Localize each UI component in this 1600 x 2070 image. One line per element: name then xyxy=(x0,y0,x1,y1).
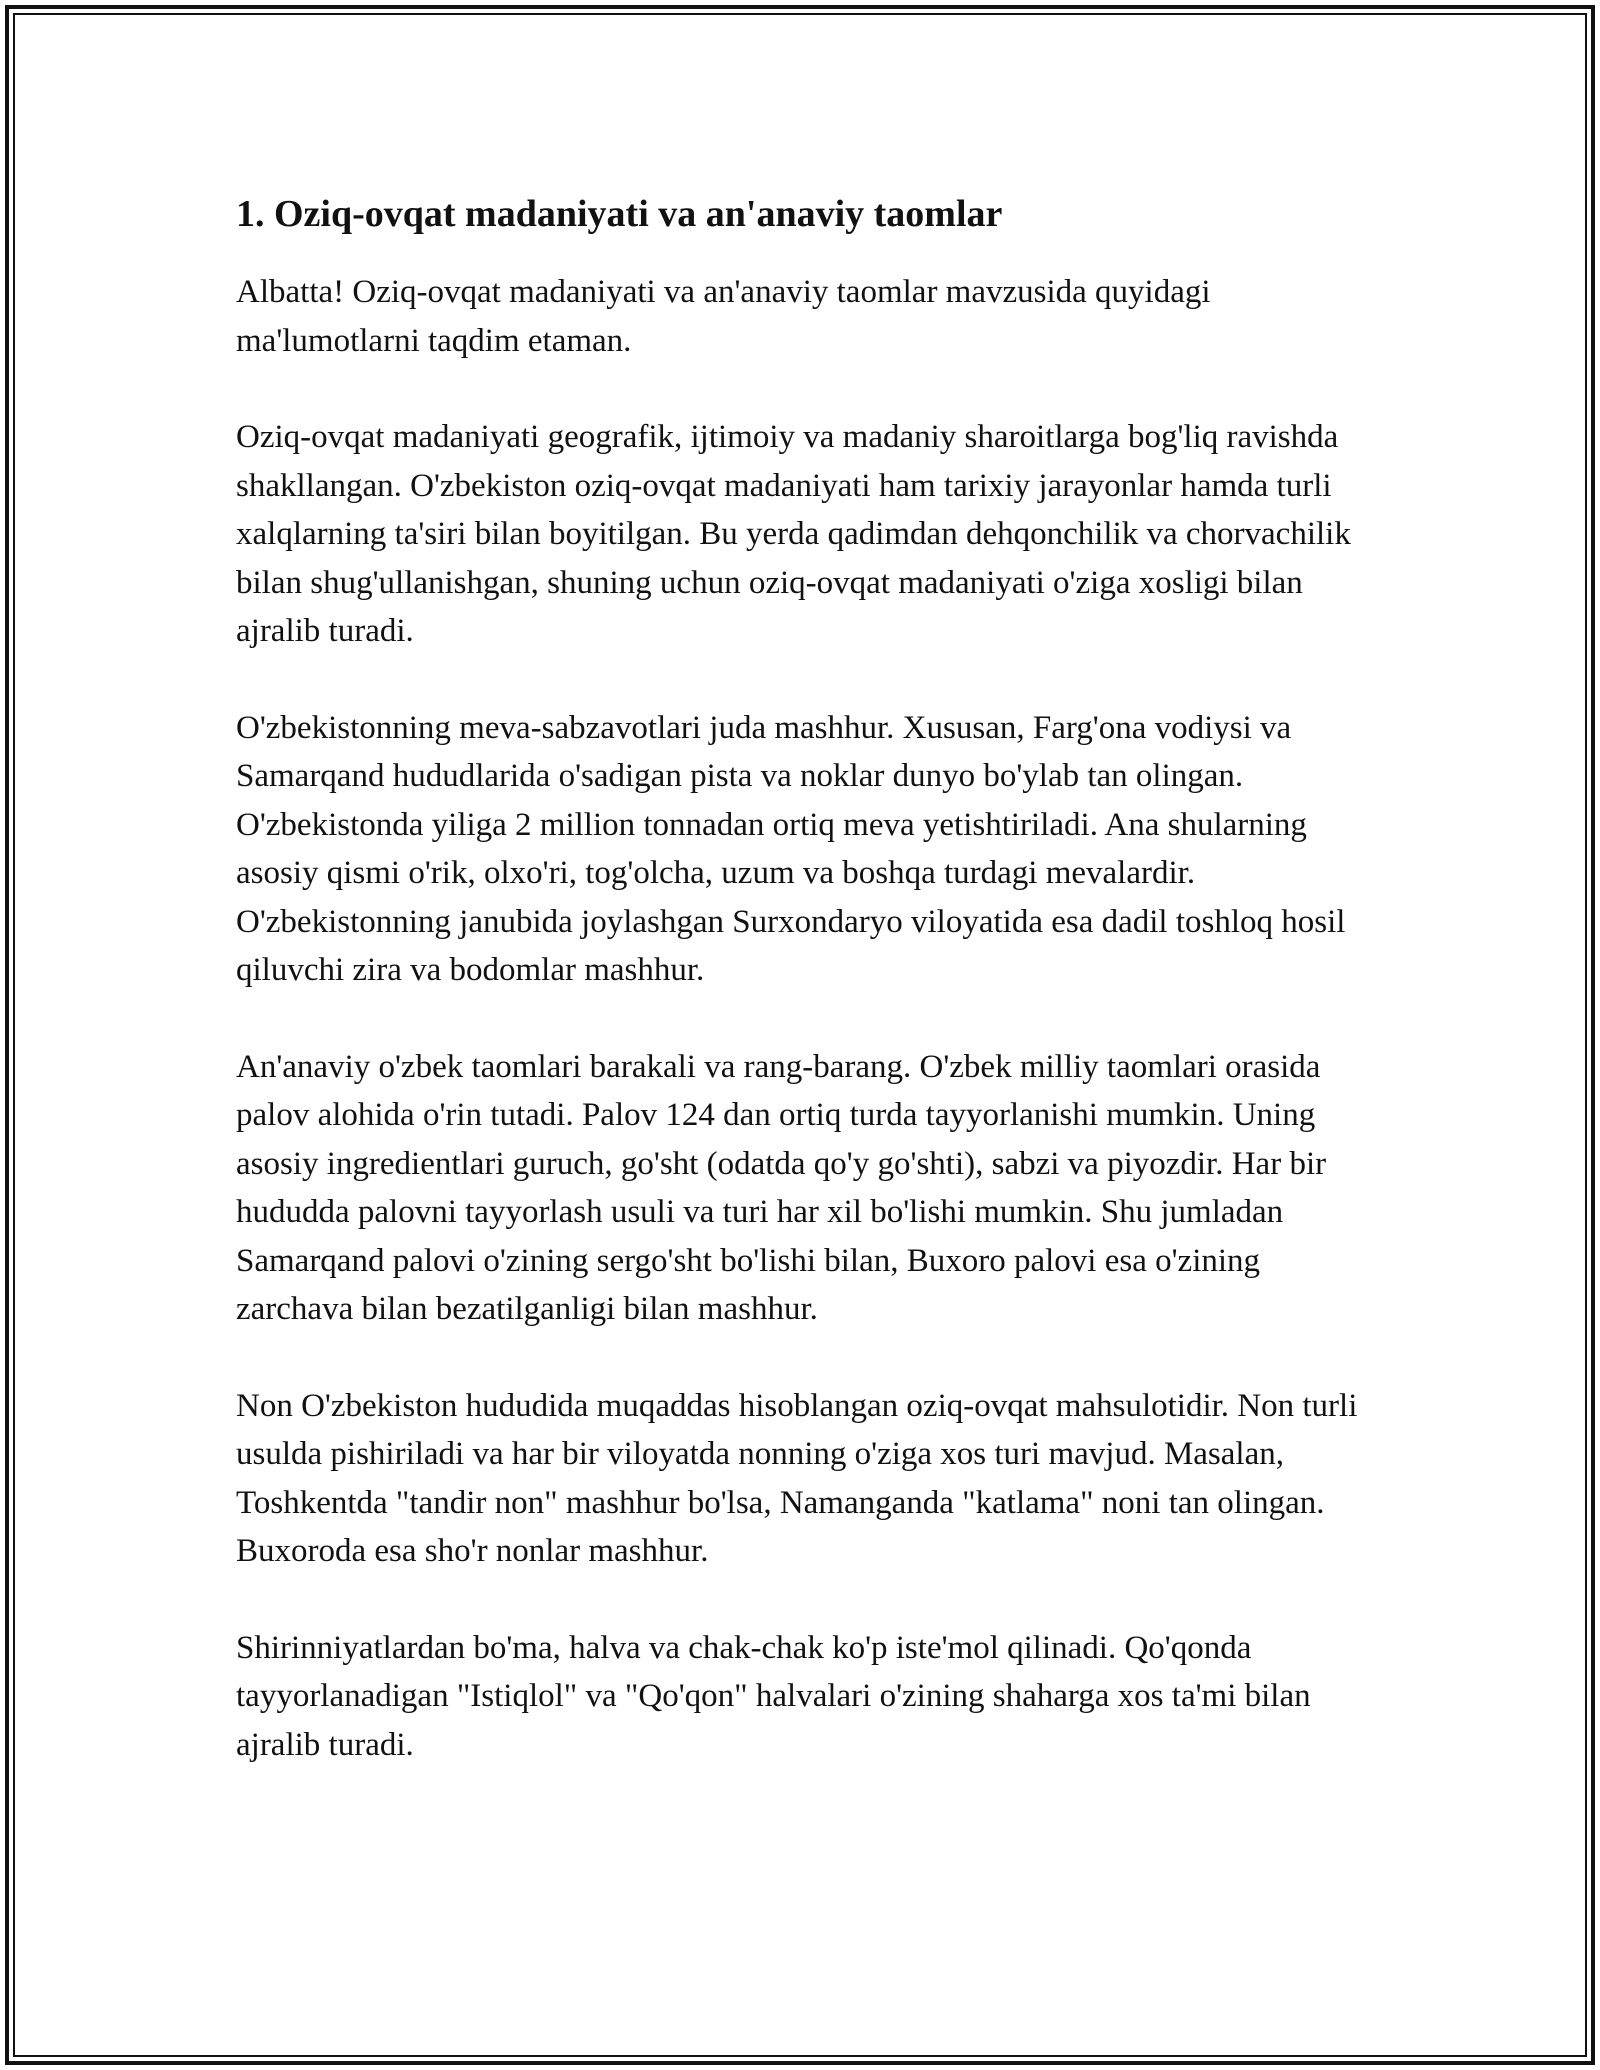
paragraph-intro: Albatta! Oziq-ovqat madaniyati va an'anaviy taomlar mavzusida quyidagi ma'lumotlarni taqdim etaman. xyxy=(236,274,1211,359)
document-body xyxy=(236,186,1376,1817)
document-title: 1. Oziq-ovqat madaniyati va an'anaviy taomlar xyxy=(236,193,1003,235)
paragraph-traditional-dishes: An'anaviy o'zbek taomlari barakali va rang-barang. O'zbek milliy taomlari orasida palov alohida o'rin tutadi. Palov 124 dan ortiq turda tayyorlanishi mumkin. Uning asosiy ingredientlari guruch, go'sht (odatda qo'y go'shti), sabzi va piyozdir. Har bir hududda palovni tayyorlash usuli va turi har xil bo'lishi mumkin. Shu jumladan Samarqand palovi o'zining sergo'sht bo'lishi bilan, Buxoro palovi esa o'zining zarchava bilan bezatilganligi bilan mashhur. xyxy=(236,1048,1327,1327)
paragraph-bread: Non O'zbekiston hududida muqaddas hisoblangan oziq-ovqat mahsulotidir. Non turli usulda pishiriladi va har bir viloyatda nonning o'ziga xos turi mavjud. Masalan, Toshkentda "tandir non" mashhur bo'lsa, Namanganda "katlama" noni tan olingan. Buxoroda esa sho'r nonlar mashhur. xyxy=(236,1387,1358,1569)
paragraph-food-culture: Oziq-ovqat madaniyati geografik, ijtimoiy va madaniy sharoitlarga bog'liq ravishda shakllangan. O'zbekiston oziq-ovqat madaniyati ham tarixiy jarayonlar hamda turli xalqlarning ta'siri bilan boyitilgan. Bu yerda qadimdan dehqonchilik va chorvachilik bilan shug'ullanishgan, shuning uchun oziq-ovqat madaniyati o'ziga xosligi bilan ajralib turadi. xyxy=(236,419,1351,649)
paragraph-sweets: Shirinniyatlardan bo'ma, halva va chak-chak ko'p iste'mol qilinadi. Qo'qonda tayyorlanadigan "Istiqlol" va "Qo'qon" halvalari o'zining shaharga xos ta'mi bilan ajralib turadi. xyxy=(236,1629,1311,1763)
paragraph-fruits-vegetables: O'zbekistonning meva-sabzavotlari juda mashhur. Xususan, Farg'ona vodiysi va Samarqand hududlarida o'sadigan pista va noklar dunyo bo'ylab tan olingan. O'zbekistonda yiliga 2 million tonnadan ortiq meva yetishtiriladi. Ana shularning asosiy qismi o'rik, olxo'ri, tog'olcha, uzum va boshqa turdagi mevalardir. O'zbekistonning janubida joylashgan Surxondaryo viloyatida esa dadil toshloq hosil qiluvchi zira va bodomlar mashhur. xyxy=(236,709,1346,988)
